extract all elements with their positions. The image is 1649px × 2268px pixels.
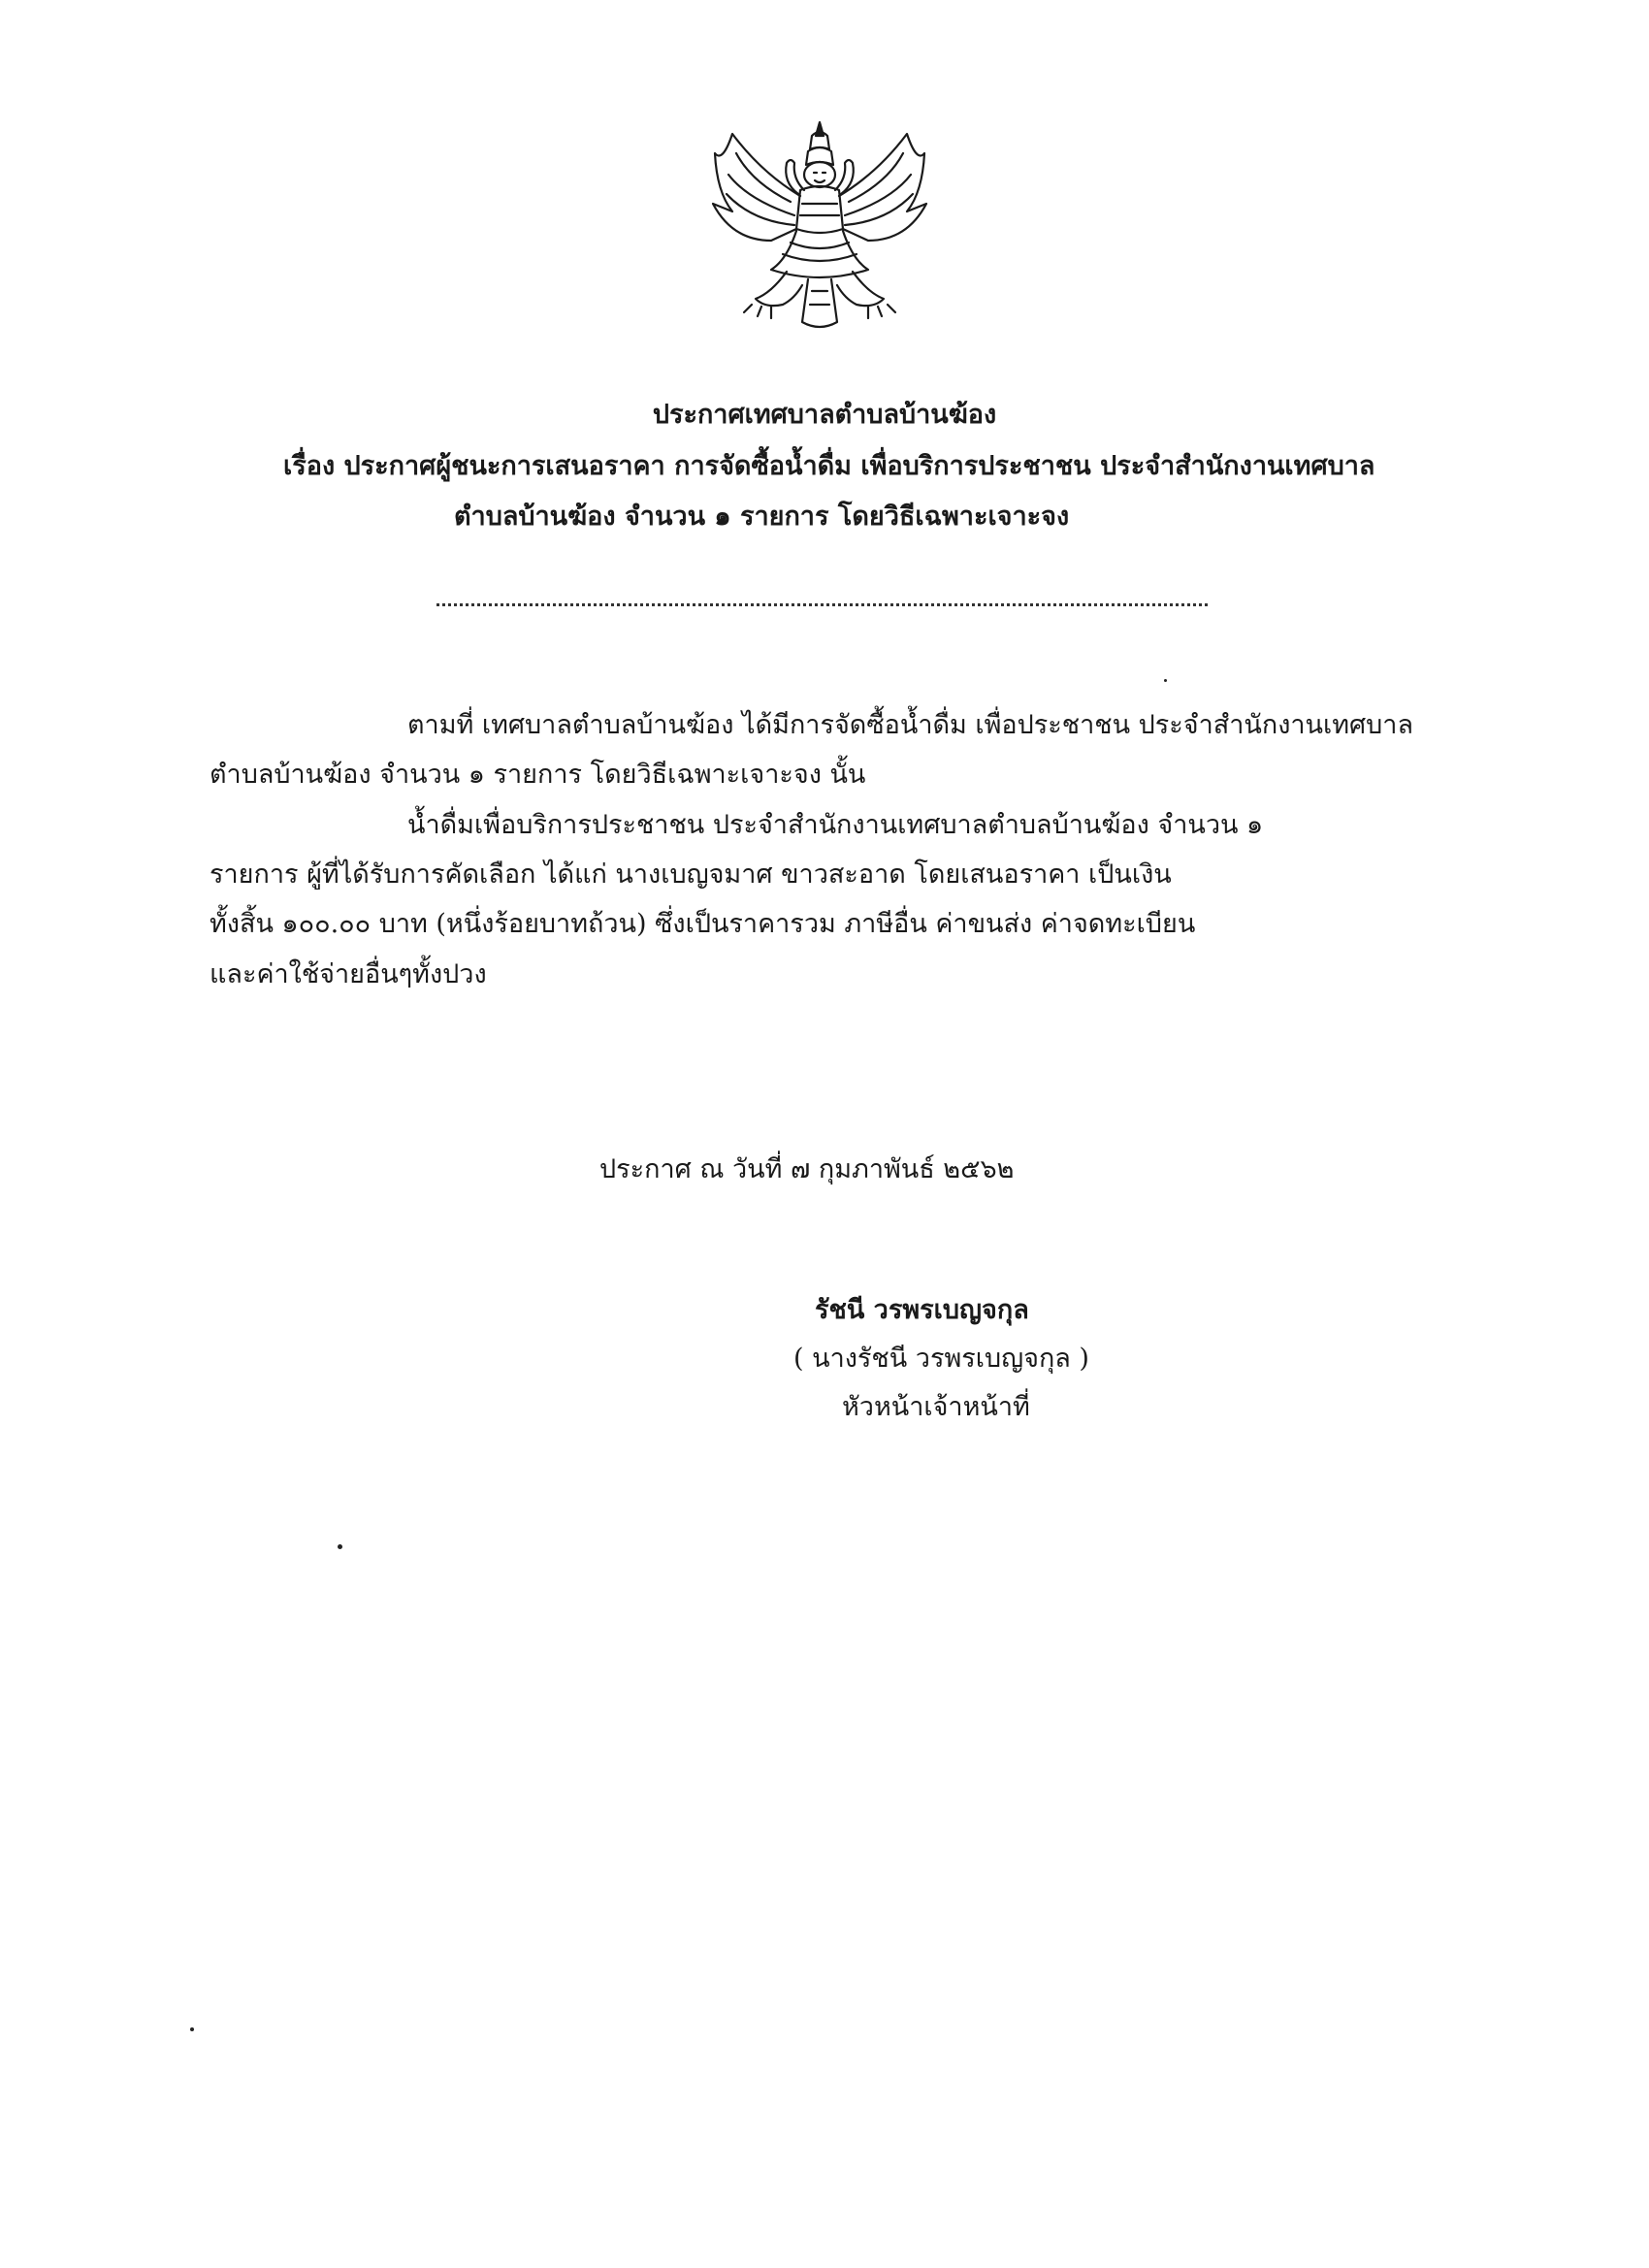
body-line-4: รายการ ผู้ที่ได้รับการคัดเลือก ได้แก่ นางเบญจมาศ ขาวสะอาด โดยเสนอราคา เป็นเงิน xyxy=(210,859,1172,890)
signature-full-name: ( นางรัชนี วรพรเบญจกุล ) xyxy=(793,1344,1089,1374)
dotted-separator xyxy=(436,603,1208,606)
body-line-3: น้ำดื่มเพื่อบริการประชาชน ประจำสำนักงานเทศบาลตำบลบ้านฆ้อง จำนวน ๑ xyxy=(407,810,1264,840)
body-line-5: ทั้งสิ้น ๑๐๐.๐๐ บาท (หนึ่งร้อยบาทถ้วน) ซึ่งเป็นราคารวม ภาษีอื่น ค่าขนส่ง ค่าจดทะเบียน xyxy=(210,909,1196,939)
scan-speck xyxy=(338,1544,342,1549)
subject-line-2: ตำบลบ้านฆ้อง จำนวน ๑ รายการ โดยวิธีเฉพาะเจาะจง xyxy=(454,502,1070,532)
garuda-emblem-icon xyxy=(694,114,946,338)
body-line-1: ตามที่ เทศบาลตำบลบ้านฆ้อง ได้มีการจัดซื้อน้ำดื่ม เพื่อประชาชน ประจำสำนักงานเทศบาล xyxy=(407,710,1414,740)
body-line-2: ตำบลบ้านฆ้อง จำนวน ๑ รายการ โดยวิธีเฉพาะเจาะจง นั้น xyxy=(210,760,866,790)
scan-speck xyxy=(190,2027,194,2031)
document-title: ประกาศเทศบาลตำบลบ้านฆ้อง xyxy=(652,400,997,430)
signature-name: รัชนี วรพรเบญจกุล xyxy=(815,1295,1029,1325)
body-line-6: และค่าใช้จ่ายอื่นๆทั้งปวง xyxy=(210,959,487,989)
subject-line-1: เรื่อง ประกาศผู้ชนะการเสนอราคา การจัดซื้อน้ำดื่ม เพื่อบริการประชาชน ประจำสำนักงานเทศบาล xyxy=(283,451,1375,481)
announcement-date: ประกาศ ณ วันที่ ๗ กุมภาพันธ์ ๒๕๖๒ xyxy=(599,1154,1015,1184)
scan-speck xyxy=(1164,679,1167,682)
signature-position: หัวหน้าเจ้าหน้าที่ xyxy=(842,1392,1030,1422)
